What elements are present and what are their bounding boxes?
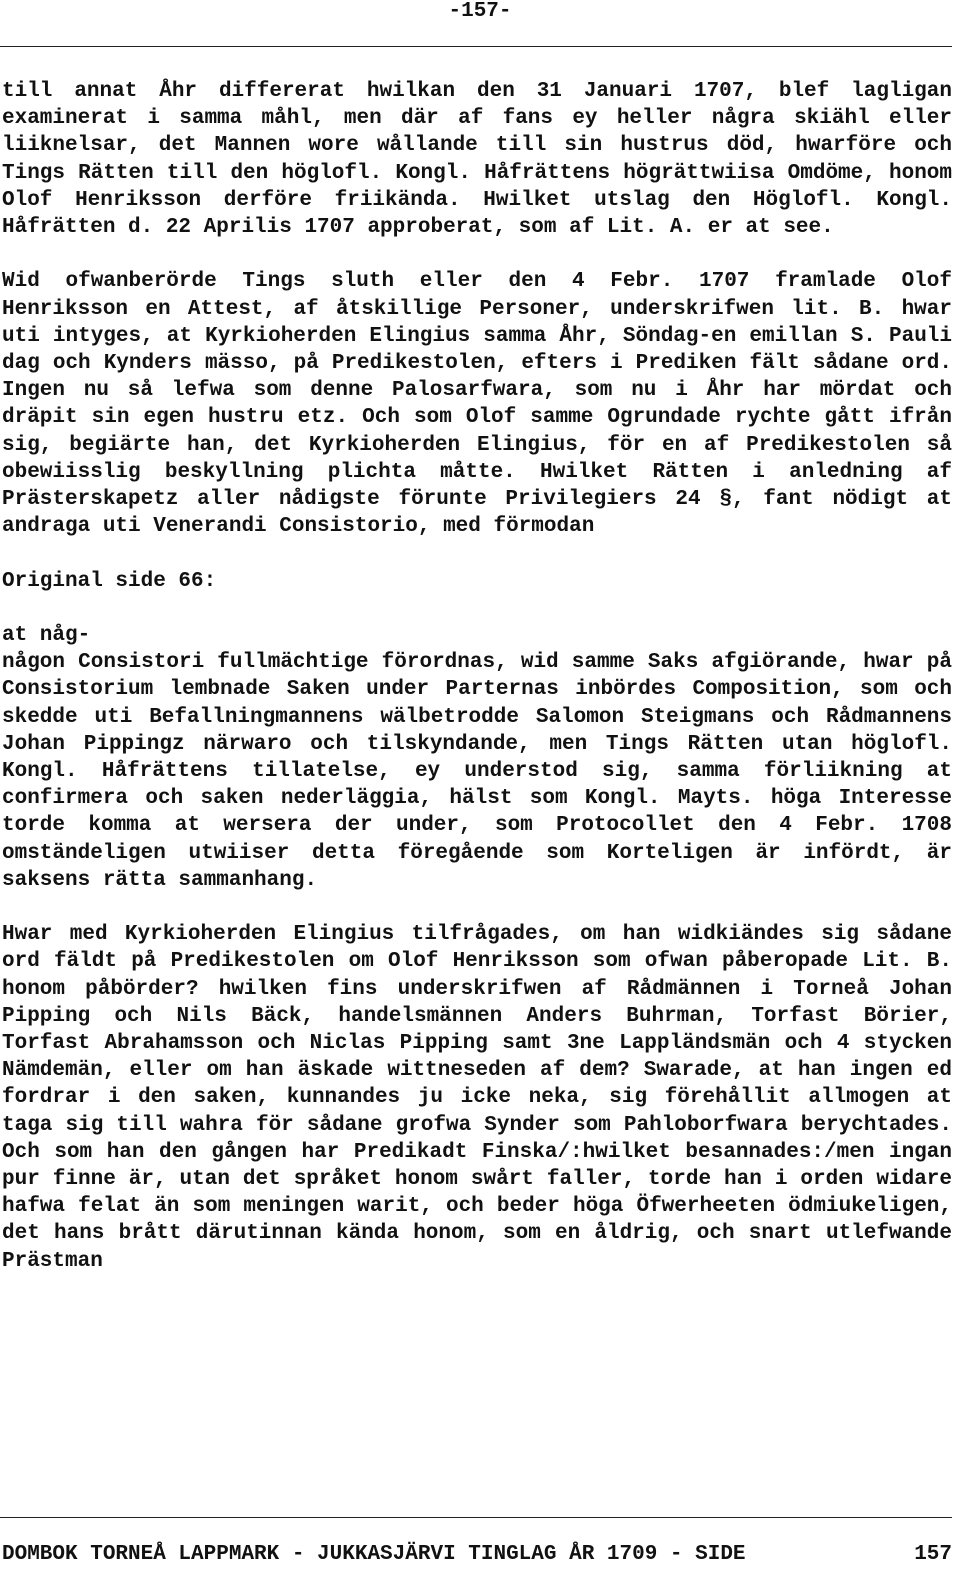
header-rule xyxy=(0,46,952,47)
paragraph-spacer xyxy=(2,894,952,921)
document-body xyxy=(2,78,952,1275)
footer-page-number: 157 xyxy=(914,1543,952,1566)
paragraph-spacer xyxy=(2,595,952,622)
paragraph-spacer xyxy=(2,540,952,567)
original-page-marker: Original side 66: xyxy=(2,569,217,593)
paragraph-3: någon Consistori fullmächtige förordnas, wid samme Saks afgiörande, hwar på Consistorium lembnade Saken under Parternas inbördes Composition, som och skedde uti Befallningmannens wälbetrodde Salomon Steigmans och Rådmannens Johan Pippingz närwaro och tilskyndande, men Tings Rätten utan höglofl. Kongl. Håfrättens tillatelse, ey understod sig, samma förliikning at confirmera och saken nederläggia, hälst som Kongl. Mayts. höga Interesse torde komma at wersera der under, som Protocollet den 4 Febr. 1708 omständeligen utwiiser detta föregående som Korteligen är infördt, är saksens rätta sammanhang. xyxy=(2,651,952,892)
paragraph-spacer xyxy=(2,241,952,268)
page-number: -157- xyxy=(448,0,512,23)
page-footer xyxy=(2,1541,952,1569)
paragraph-4: Hwar med Kyrkioherden Elingius tilfrågades, om han widkiändes sig sådane ord fäldt på Predikestolen om Olof Henriksson som ofwan påberopade Lit. B. honom påbörder? hwilken fins underskrifwen af Rådmännen i Torneå Johan Pipping och Nils Bäck, handelsmännen Anders Buhrman, Torfast Börier, Torfast Abrahamsson och Niclas Pipping samt 3ne Lappländsmän och 4 stycken Nämdemän, eller om han äskade wittneseden af dem? Swarade, at han ingen ed fordrar i den saken, kunnandes ju icke neka, sig förehållit allmogen at taga sig till wahra för sådane grofwa Synder som Pahloborfwara berychtades. Och som han den gången har Predikadt Finska/:hwilket besannades:/men ingan pur finne är, utan det språket honom swårt faller, torde han i orden widare hafwa felat än som meningen warit, och beder höga Öfwerheeten ödmiukeligen, det hans brått därutinnan kända honom, som en åldrig, och snart utlefwande Prästman xyxy=(2,923,952,1273)
footer-rule xyxy=(0,1517,952,1518)
footer-title: DOMBOK TORNEÅ LAPPMARK - JUKKASJÄRVI TINGLAG ÅR 1709 - SIDE xyxy=(2,1543,746,1566)
paragraph-1: till annat Åhr differerat hwilkan den 31 Januari 1707, blef lagligan examinerat i samma måhl, men där af fans ey heller några skiähl eller liiknelsar, det Mannen wore wållande till sin hustrus död, hwarföre och Tings Rätten till den höglofl. Kongl. Håfrättens högrättwiisa Omdöme, honom Olof Henriksson derföre friikända. Hwilket utslag den Höglofl. Kongl. Håfrätten d. 22 Aprilis 1707 approberat, som af Lit. A. er at see. xyxy=(2,80,952,240)
page-break-fragment: at någ- xyxy=(2,624,91,648)
paragraph-2: Wid ofwanberörde Tings sluth eller den 4 Febr. 1707 framlade Olof Henriksson en Attest, af åtskillige Personer, underskrifwen lit. B. hwar uti intyges, at Kyrkioherden Elingius samma Åhr, Söndag-en emillan S. Pauli dag och Kynders mässo, på Predikestolen, efters i Prediken fält sådane ord. Ingen nu så lefwa som denne Palosarfwara, som nu i Åhr har mördat och dräpit sin egen hustru etz. Och som Olof samme Ogrundade rychte gått ifrån sig, begiärte han, det Kyrkioherden Elingius, för en af Predikestolen så obewiisslig beskyllning plichta måtte. Hwilket Rätten i anledning af Prästerskapetz aller nådigste förunte Privilegiers 24 §, fant nödigt at andraga uti Venerandi Consistorio, med förmodan xyxy=(2,270,952,539)
